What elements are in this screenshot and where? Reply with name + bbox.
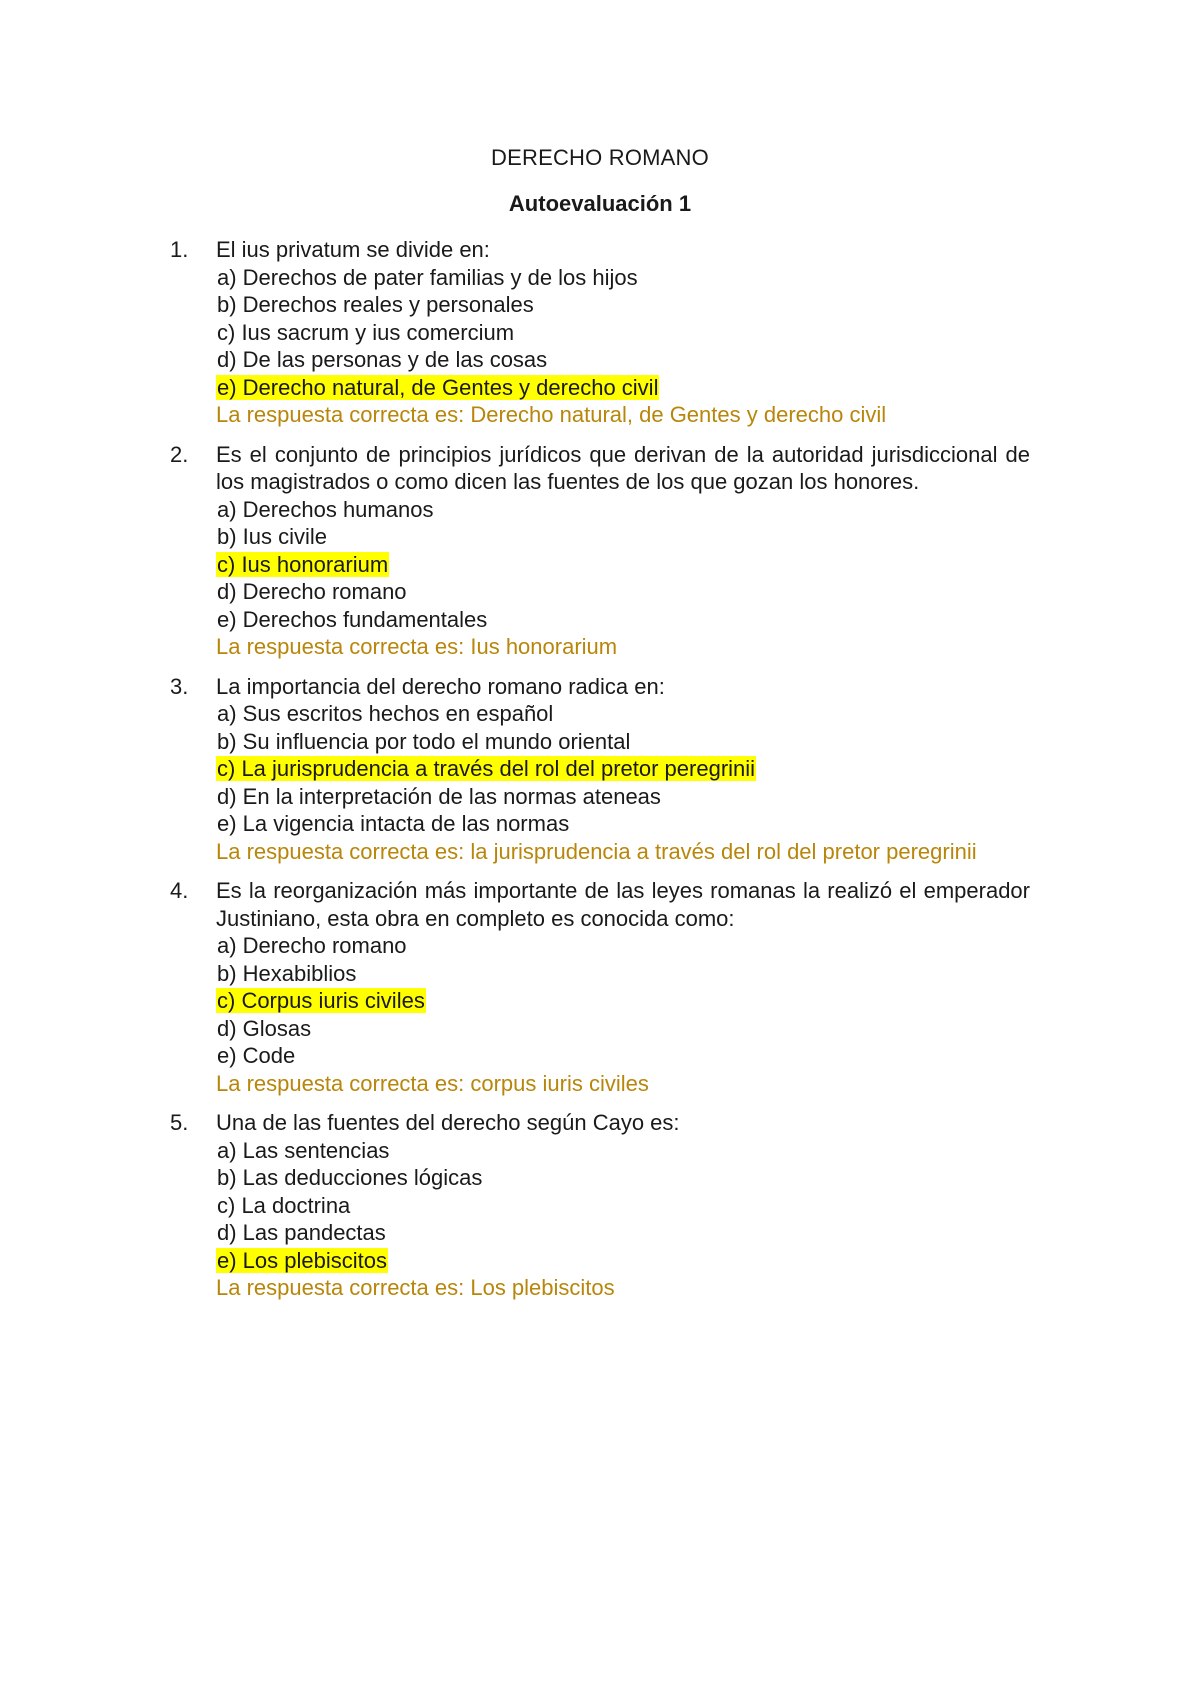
answer-option — [216, 700, 1030, 728]
correct-answer-note: La respuesta correcta es: Ius honorarium — [216, 634, 618, 659]
answer-option — [216, 291, 1030, 319]
answer-option-label: c) La doctrina — [217, 1192, 351, 1218]
answer-option-label: b) Su influencia por todo el mundo oriental — [217, 728, 631, 754]
answer-option — [216, 1164, 1030, 1192]
answer-option-label: a) Sus escritos hechos en español — [217, 701, 554, 726]
question-text: La importancia del derecho romano radica en: — [216, 673, 665, 699]
question-item — [170, 1109, 1030, 1302]
answer-option-label: d) Glosas — [217, 1015, 312, 1041]
answer-option-label: d) En la interpretación de las normas ateneas — [217, 783, 661, 809]
answer-option-label: b) Derechos reales y personales — [217, 292, 534, 317]
answer-option — [216, 346, 1030, 374]
answer-option-label: a) Derechos de pater familias y de los hijos — [217, 264, 638, 290]
answer-option-label: d) Derecho romano — [217, 579, 407, 604]
answer-option — [216, 1015, 1030, 1043]
answer-option-label: b) Hexabiblios — [217, 960, 357, 986]
answer-option — [216, 578, 1030, 606]
answer-option-label: c) Corpus iuris civiles — [217, 988, 425, 1013]
answer-option — [216, 319, 1030, 347]
answer-option-label: c) Ius sacrum y ius comercium — [217, 319, 515, 345]
answer-option-label: d) Las pandectas — [217, 1220, 386, 1245]
question-text: El ius privatum se divide en: — [216, 237, 490, 262]
answer-option-label: a) Derecho romano — [217, 933, 407, 958]
question-item — [170, 877, 1030, 1097]
question-text: Es la reorganización más importante de las leyes romanas la realizó el emperador Justiniano, esta obra en completo es conocida como: — [216, 878, 1030, 931]
answer-option-correct — [216, 755, 1030, 783]
answer-option-label: e) Derechos fundamentales — [217, 606, 488, 632]
answer-option — [216, 1042, 1030, 1070]
answer-option — [216, 606, 1030, 634]
document-title: DERECHO ROMANO — [491, 145, 709, 170]
correct-answer-note: La respuesta correcta es: Los plebiscitos — [216, 1275, 615, 1300]
answer-option-label: e) Derecho natural, de Gentes y derecho civil — [217, 374, 659, 400]
answer-option — [216, 1192, 1030, 1220]
answer-option-correct — [216, 551, 1030, 579]
question-number: 3. — [170, 673, 189, 699]
answer-option — [216, 960, 1030, 988]
answer-option-label: e) La vigencia intacta de las normas — [217, 811, 570, 836]
answer-option — [216, 1137, 1030, 1165]
answer-option-label: c) Ius honorarium — [217, 551, 389, 577]
answer-option — [216, 264, 1030, 292]
answer-option-label: e) Code — [217, 1043, 296, 1068]
answer-option — [216, 728, 1030, 756]
answer-option — [216, 932, 1030, 960]
answer-option — [216, 783, 1030, 811]
question-number: 5. — [170, 1110, 189, 1135]
question-number: 2. — [170, 441, 189, 467]
answer-option-correct — [216, 374, 1030, 402]
answer-option-label: d) De las personas y de las cosas — [217, 347, 548, 372]
answer-option-correct — [216, 987, 1030, 1015]
document-subtitle: Autoevaluación 1 — [508, 191, 692, 216]
question-list — [170, 236, 1030, 1314]
answer-option-label: b) Ius civile — [217, 524, 328, 549]
answer-option-label: e) Los plebiscitos — [217, 1247, 387, 1273]
answer-option — [216, 496, 1030, 524]
question-number: 4. — [170, 878, 189, 903]
answer-option — [216, 810, 1030, 838]
question-item — [170, 236, 1030, 429]
answer-option — [216, 1219, 1030, 1247]
question-number: 1. — [170, 237, 189, 262]
answer-option-label: a) Derechos humanos — [217, 496, 434, 522]
correct-answer-note: La respuesta correcta es: corpus iuris civiles — [216, 1070, 649, 1096]
correct-answer-note: La respuesta correcta es: Derecho natural, de Gentes y derecho civil — [216, 402, 887, 427]
question-text: Es el conjunto de principios jurídicos que derivan de la autoridad jurisdiccional de los magistrados o como dicen las fuentes de los que gozan los honores. — [216, 441, 1030, 494]
answer-option-label: c) La jurisprudencia a través del rol del pretor peregrinii — [217, 756, 756, 781]
answer-option — [216, 523, 1030, 551]
correct-answer-note: La respuesta correcta es: la jurisprudencia a través del rol del pretor peregrinii — [216, 838, 977, 864]
answer-option-label: a) Las sentencias — [217, 1137, 390, 1163]
answer-option-correct — [216, 1247, 1030, 1275]
question-text: Una de las fuentes del derecho según Cayo es: — [216, 1110, 680, 1135]
question-item — [170, 673, 1030, 866]
answer-option-label: b) Las deducciones lógicas — [217, 1165, 483, 1190]
question-item — [170, 441, 1030, 661]
